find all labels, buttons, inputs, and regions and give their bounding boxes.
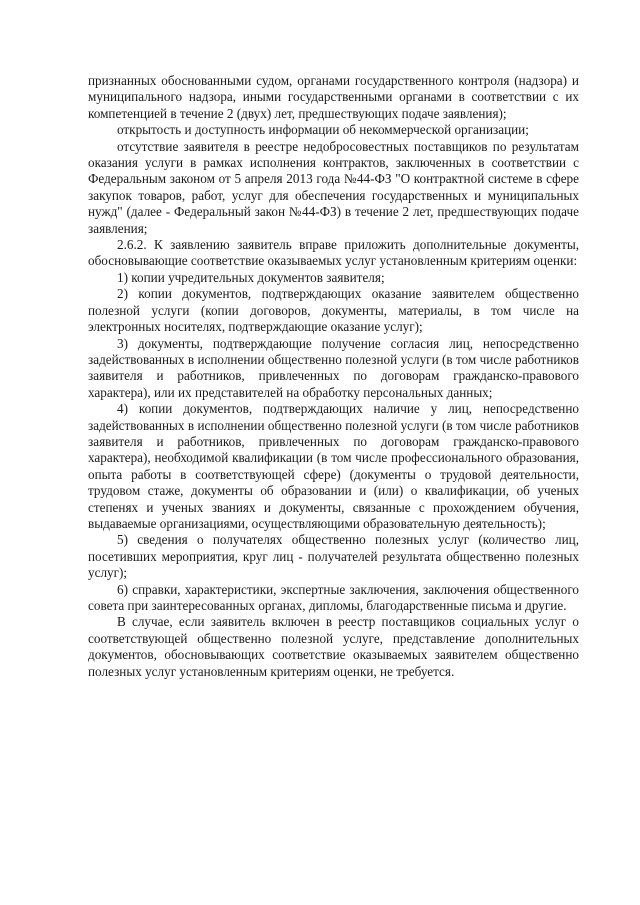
list-item-3: 3) документы, подтверждающие получение согласия лиц, непосредственно задействованных в исполнении общественно полезной услуги (в том числе работников заявителя и работников, привлеченных по договорам гражданско-правового характера), или их представителей на обработку персональных данных; (88, 335, 579, 400)
document-page (88, 73, 579, 680)
paragraph-section-2-6-2: 2.6.2. К заявлению заявитель вправе приложить дополнительные документы, обосновывающие соответствие оказываемых услуг установленным критериям оценки: (88, 237, 579, 269)
list-item-1: 1) копии учредительных документов заявителя; (117, 269, 385, 285)
paragraph-continuation: признанных обоснованными судом, органами государственного контроля (надзора) и муниципального надзора, иными государственными органами в соответствии с их компетенцией в течение 2 (двух) лет, предшествующих подаче заявления); (88, 73, 579, 121)
list-item-5: 5) сведения о получателях общественно полезных услуг (количество лиц, посетивших мероприятия, круг лиц - получателей результата общественно полезных услуг); (88, 532, 579, 581)
list-item-2: 2) копии документов, подтверждающих оказание заявителем общественно полезной услуги (копии договоров, документы, материалы, в том числе на электронных носителях, подтверждающие оказание услуг); (88, 286, 579, 335)
list-item-6: 6) справки, характеристики, экспертные заключения, заключения общественного совета при заинтересованных органах, дипломы, благодарственные письма и другие. (88, 581, 579, 613)
paragraph-registry-absence: отсутствие заявителя в реестре недобросовестных поставщиков по результатам оказания услуги в рамках исполнения контрактов, заключенных в соответствии с Федеральным законом от 5 апреля 2013 года №44-ФЗ "О контрактной системе в сфере закупок товаров, работ, услуг для обеспечения государственных и муниципальных нужд" (далее - Федеральный закон №44-ФЗ) в течение 2 лет, предшествующих подаче заявления; (88, 138, 579, 236)
paragraph-info-openness: открытость и доступность информации об некоммерческой организации; (117, 122, 529, 138)
paragraph-closing: В случае, если заявитель включен в реестр поставщиков социальных услуг о соответствующей общественно полезной услуге, представление дополнительных документов, обосновывающих соответствие оказываемых заявителем общественно полезных услуг установленным критериям оценки, не требуется. (88, 614, 579, 679)
list-item-4: 4) копии документов, подтверждающих наличие у лиц, непосредственно задействованных в исполнении общественно полезной услуги (в том числе работников заявителя и работников, привлеченных по договорам гражданско-правового характера), необходимой квалификации (в том числе профессионального образования, опыта работы в соответствующей сфере) (документы о трудовой деятельности, трудовом стаже, документы об образовании и (или) о квалификации, об ученых степенях и ученых званиях и документы, связанные с прохождением обучения, выдаваемые организациями, осуществляющими образовательную деятельность); (88, 401, 579, 531)
